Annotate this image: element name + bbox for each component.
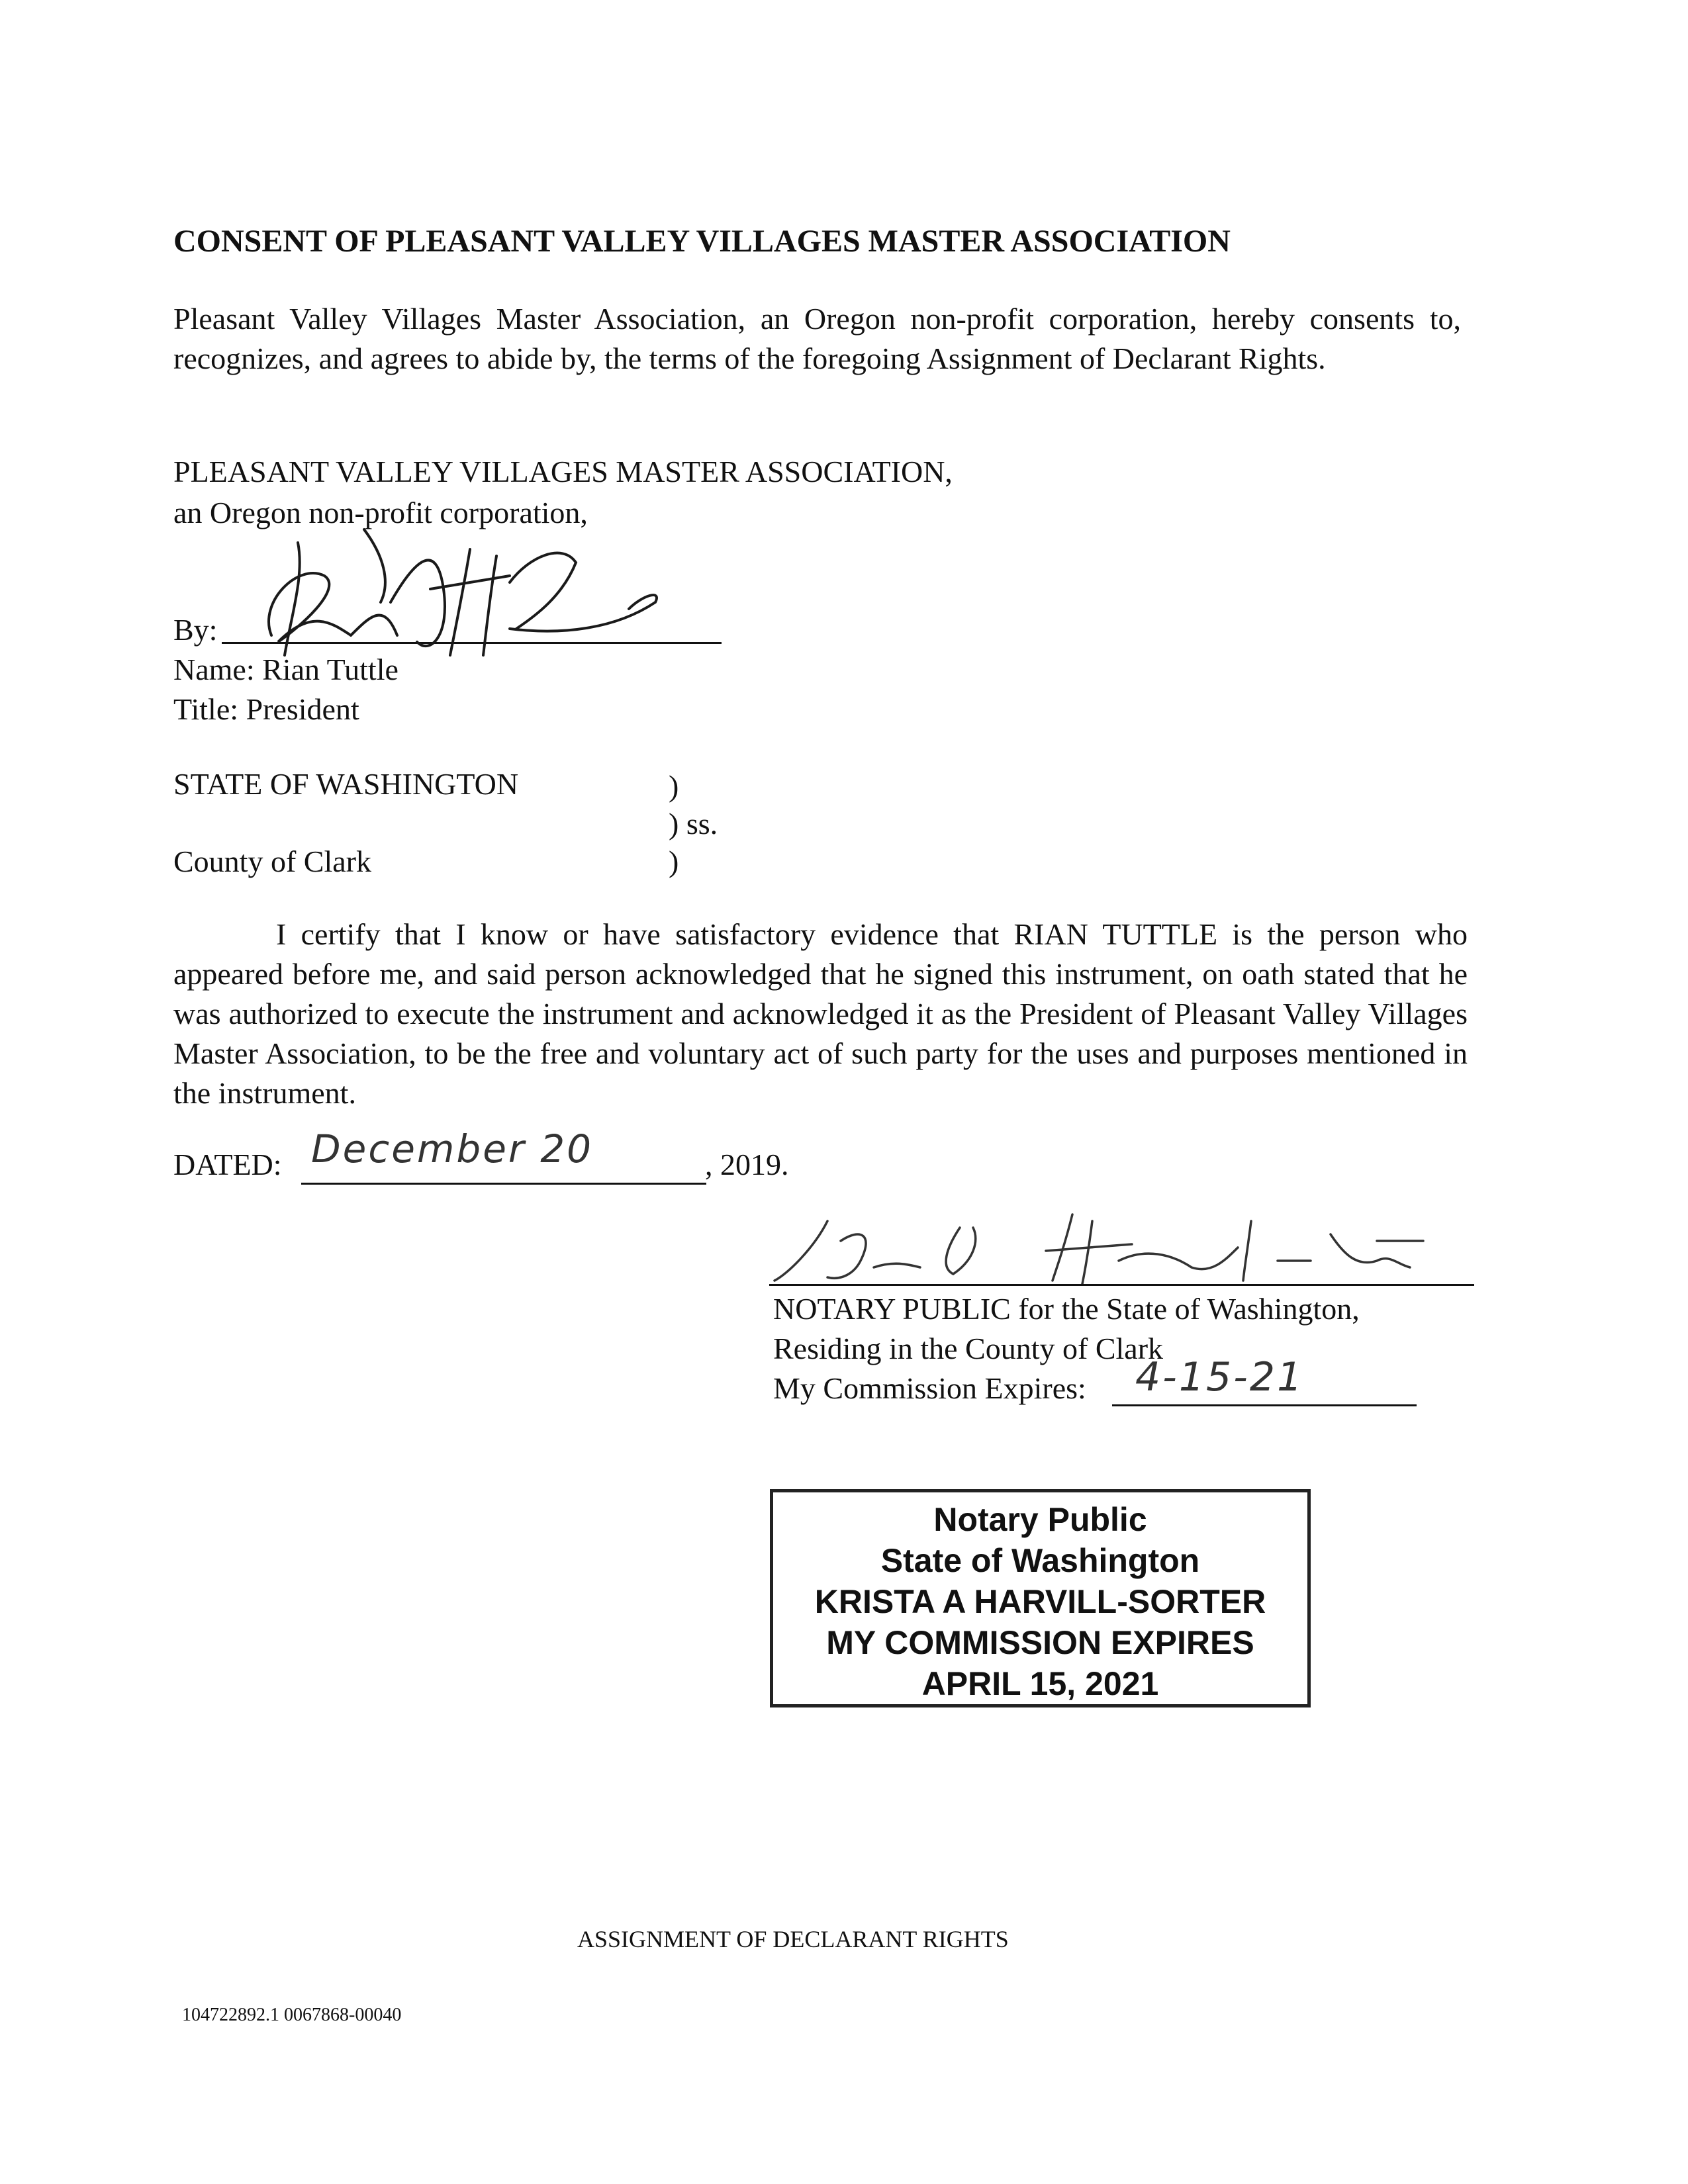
venue-paren-1: ) <box>669 769 679 803</box>
name-value: Rian Tuttle <box>262 653 399 686</box>
entity-name: PLEASANT VALLEY VILLAGES MASTER ASSOCIATION, <box>173 455 953 488</box>
footer-title: ASSIGNMENT OF DECLARANT RIGHTS <box>577 1926 1009 1952</box>
dated-handwritten: December 20 <box>311 1126 594 1171</box>
stamp-line-3: KRISTA A HARVILL-SORTER <box>814 1583 1266 1620</box>
document-number: 104722892.1 0067868-00040 <box>182 2005 402 2025</box>
venue-state: STATE OF WASHINGTON <box>173 767 519 801</box>
name-field <box>173 650 399 690</box>
notary-commission-label: My Commission Expires: <box>773 1371 1086 1405</box>
document-title: CONSENT OF PLEASANT VALLEY VILLAGES MASTER ASSOCIATION <box>173 224 1231 259</box>
by-label: By: <box>173 613 218 647</box>
certification-paragraph: I certify that I know or have satisfactory evidence that RIAN TUTTLE is the person who appeared before me, and said person acknowledged that he signed this instrument, on oath stated that he was authorized to execute the instrument and acknowledged it as the President of Pleasant Valley Villages Master Association, to be the free and voluntary act of such party for the uses and purposes mentioned in the instrument. <box>173 917 1468 1110</box>
consent-paragraph: Pleasant Valley Villages Master Association, an Oregon non-profit corporation, hereby consents to, recognizes, and agrees to abide by, the terms of the foregoing Assignment of Declarant Rights. <box>173 302 1461 375</box>
stamp-line-1: Notary Public <box>933 1501 1147 1538</box>
dated-year: , 2019. <box>705 1148 789 1181</box>
title-label: Title: <box>173 692 239 726</box>
name-label: Name: <box>173 653 255 686</box>
commission-handwritten: 4-15-21 <box>1135 1354 1305 1400</box>
notary-stamp <box>770 1489 1311 1707</box>
stamp-line-5: APRIL 15, 2021 <box>921 1665 1159 1702</box>
title-field <box>173 690 359 729</box>
stamp-line-4: MY COMMISSION EXPIRES <box>826 1624 1254 1661</box>
notary-line-2: Residing in the County of Clark <box>773 1332 1164 1365</box>
notary-line-1: NOTARY PUBLIC for the State of Washington, <box>773 1292 1360 1326</box>
dated-label: DATED: <box>173 1148 282 1181</box>
president-signature <box>218 503 682 675</box>
notary-signature-line <box>769 1284 1474 1286</box>
venue-paren-ss: ) ss. <box>669 807 718 841</box>
title-value: President <box>246 692 359 726</box>
entity-type: an Oregon non-profit corporation, <box>173 496 588 529</box>
commission-line <box>1112 1404 1417 1406</box>
venue-paren-3: ) <box>669 844 679 878</box>
venue-county: County of Clark <box>173 844 371 878</box>
stamp-line-2: State of Washington <box>880 1542 1200 1579</box>
dated-line <box>301 1183 706 1185</box>
